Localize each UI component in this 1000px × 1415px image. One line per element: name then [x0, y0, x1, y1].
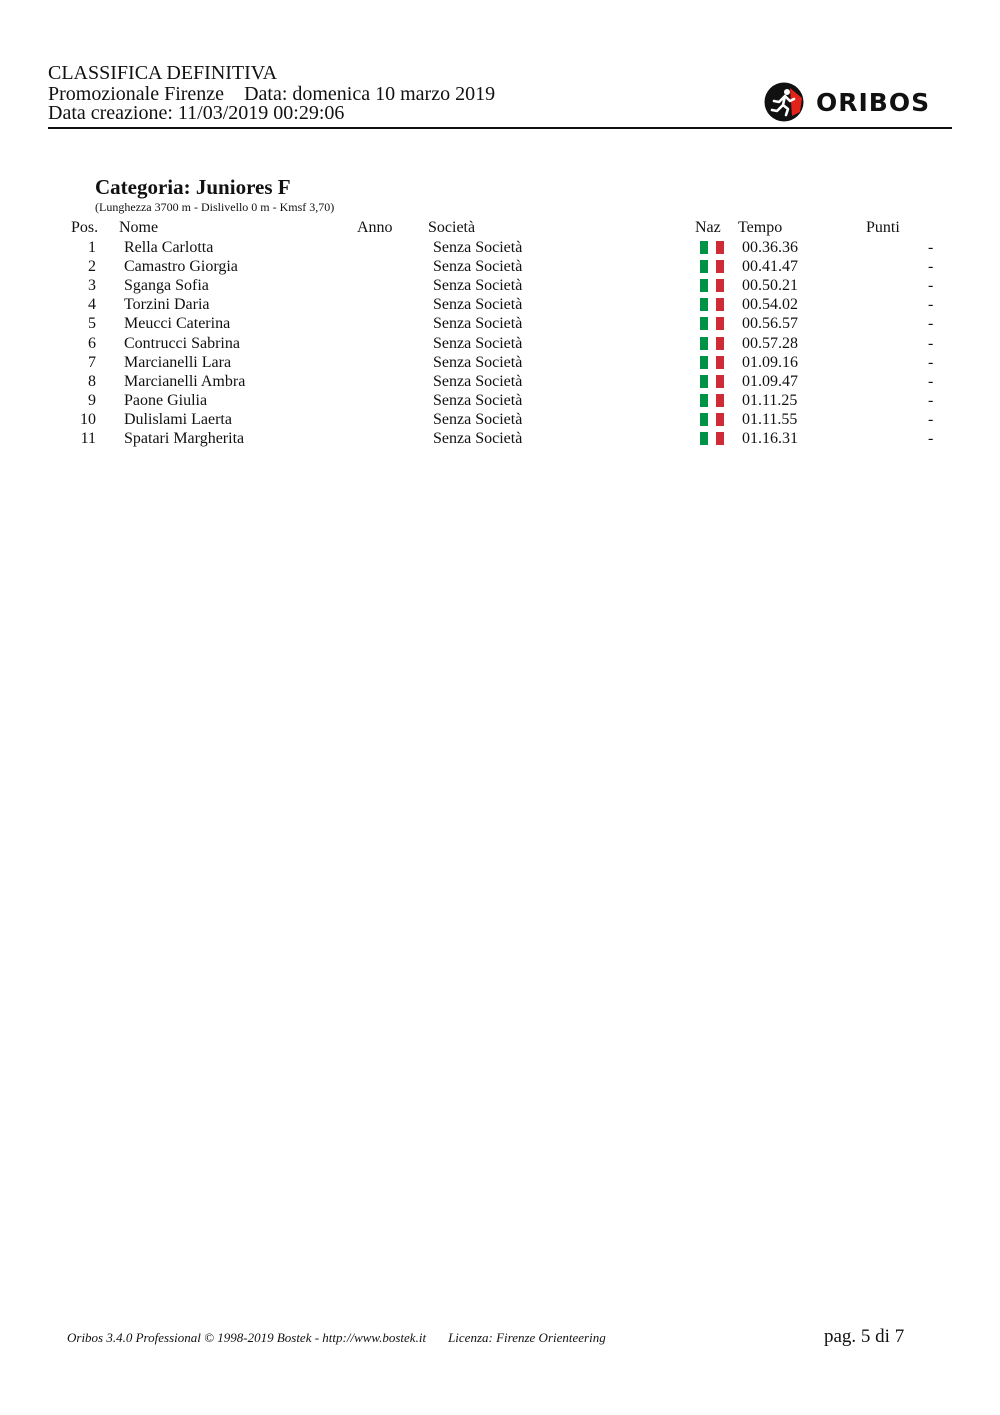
footer-credits	[67, 1330, 606, 1346]
cell-pos: 2	[88, 258, 96, 276]
cell-name: Meucci Caterina	[124, 315, 231, 333]
column-header-pos: Pos.	[71, 219, 99, 236]
oribos-logo	[764, 82, 930, 122]
cell-time: 00.36.36	[742, 239, 798, 256]
cell-club: Senza Società	[433, 315, 523, 333]
italy-flag-icon	[700, 375, 724, 388]
cell-points: -	[928, 391, 934, 409]
cell-name: Paone Giulia	[124, 391, 208, 409]
cell-name: Dulislami Laerta	[124, 410, 232, 428]
cell-pos: 11	[80, 430, 96, 447]
cell-pos: 6	[88, 334, 96, 352]
table-row	[0, 391, 1000, 410]
category-title: Categoria: Juniores F	[95, 175, 291, 199]
table-row	[0, 295, 1000, 314]
italy-flag-icon	[700, 394, 724, 407]
cell-points: -	[928, 258, 934, 276]
cell-name: Marcianelli Lara	[124, 353, 232, 371]
cell-club: Senza Società	[433, 277, 523, 295]
cell-pos: 3	[88, 277, 96, 295]
cell-time: 01.11.55	[742, 410, 798, 428]
table-row	[0, 334, 1000, 353]
page-number: pag. 5 di 7	[824, 1326, 905, 1347]
cell-time: 01.11.25	[742, 391, 798, 409]
cell-points: -	[928, 410, 934, 428]
logo-wordmark: ORIBOS	[816, 87, 931, 117]
runner-logo-icon	[764, 82, 804, 122]
cell-club: Senza Società	[433, 296, 523, 314]
cell-time: 01.16.31	[742, 430, 798, 447]
cell-time: 01.09.47	[742, 372, 798, 390]
column-header-points: Punti	[866, 219, 900, 236]
table-row	[0, 410, 1000, 429]
cell-points: -	[928, 239, 934, 256]
document-title: CLASSIFICA DEFINITIVA	[48, 62, 278, 84]
italy-flag-icon	[700, 356, 724, 369]
cell-name: Contrucci Sabrina	[124, 334, 240, 352]
cell-time: 01.09.16	[742, 353, 798, 371]
table-row	[0, 314, 1000, 333]
header-divider	[48, 127, 952, 129]
italy-flag-icon	[700, 432, 724, 445]
cell-points: -	[928, 353, 934, 371]
italy-flag-icon	[700, 413, 724, 426]
column-header-nation: Naz	[695, 219, 721, 236]
cell-points: -	[928, 296, 934, 314]
cell-points: -	[928, 315, 934, 333]
creation-date: Data creazione: 11/03/2019 00:29:06	[48, 102, 345, 124]
event-line	[48, 84, 495, 104]
cell-name: Rella Carlotta	[124, 239, 214, 256]
cell-time: 00.56.57	[742, 315, 798, 333]
cell-pos: 8	[88, 372, 96, 390]
cell-club: Senza Società	[433, 334, 523, 352]
italy-flag-icon	[700, 298, 724, 311]
cell-points: -	[928, 372, 934, 390]
italy-flag-icon	[700, 337, 724, 350]
column-header-time: Tempo	[738, 219, 783, 236]
cell-name: Spatari Margherita	[124, 430, 245, 447]
cell-name: Camastro Giorgia	[124, 258, 238, 276]
table-row	[0, 353, 1000, 372]
cell-name: Marcianelli Ambra	[124, 372, 246, 390]
cell-time: 00.50.21	[742, 277, 798, 295]
cell-club: Senza Società	[433, 410, 523, 428]
table-row	[0, 276, 1000, 295]
cell-points: -	[928, 430, 934, 447]
column-header-name: Nome	[119, 219, 159, 236]
cell-time: 00.54.02	[742, 296, 798, 314]
table-row	[0, 372, 1000, 391]
italy-flag-icon	[700, 260, 724, 273]
column-header-club: Società	[428, 219, 476, 236]
cell-pos: 10	[80, 410, 96, 428]
cell-points: -	[928, 334, 934, 352]
table-row	[0, 257, 1000, 276]
cell-name: Torzini Daria	[124, 296, 210, 314]
cell-pos: 1	[88, 239, 96, 256]
column-header-year: Anno	[357, 219, 393, 236]
italy-flag-icon	[700, 241, 724, 254]
cell-club: Senza Società	[433, 353, 523, 371]
italy-flag-icon	[700, 279, 724, 292]
category-details: (Lunghezza 3700 m - Dislivello 0 m - Kmsf 3,70)	[95, 200, 335, 214]
table-row	[0, 238, 1000, 257]
cell-club: Senza Società	[433, 372, 523, 390]
cell-time: 00.41.47	[742, 258, 798, 276]
cell-club: Senza Società	[433, 430, 523, 447]
cell-club: Senza Società	[433, 258, 523, 276]
cell-pos: 4	[88, 296, 96, 314]
italy-flag-icon	[700, 317, 724, 330]
event-name: Promozionale Firenze	[48, 83, 225, 105]
event-date: Data: domenica 10 marzo 2019	[244, 83, 496, 105]
license-text: Licenza: Firenze Orienteering	[448, 1330, 606, 1345]
cell-club: Senza Società	[433, 391, 523, 409]
cell-time: 00.57.28	[742, 334, 798, 352]
cell-pos: 9	[88, 391, 96, 409]
table-row	[0, 429, 1000, 448]
cell-pos: 7	[88, 353, 96, 371]
cell-name: Sganga Sofia	[124, 277, 209, 295]
cell-club: Senza Società	[433, 239, 523, 256]
cell-points: -	[928, 277, 934, 295]
cell-pos: 5	[88, 315, 96, 333]
software-credit: Oribos 3.4.0 Professional © 1998-2019 Bostek - http://www.bostek.it	[67, 1330, 427, 1345]
